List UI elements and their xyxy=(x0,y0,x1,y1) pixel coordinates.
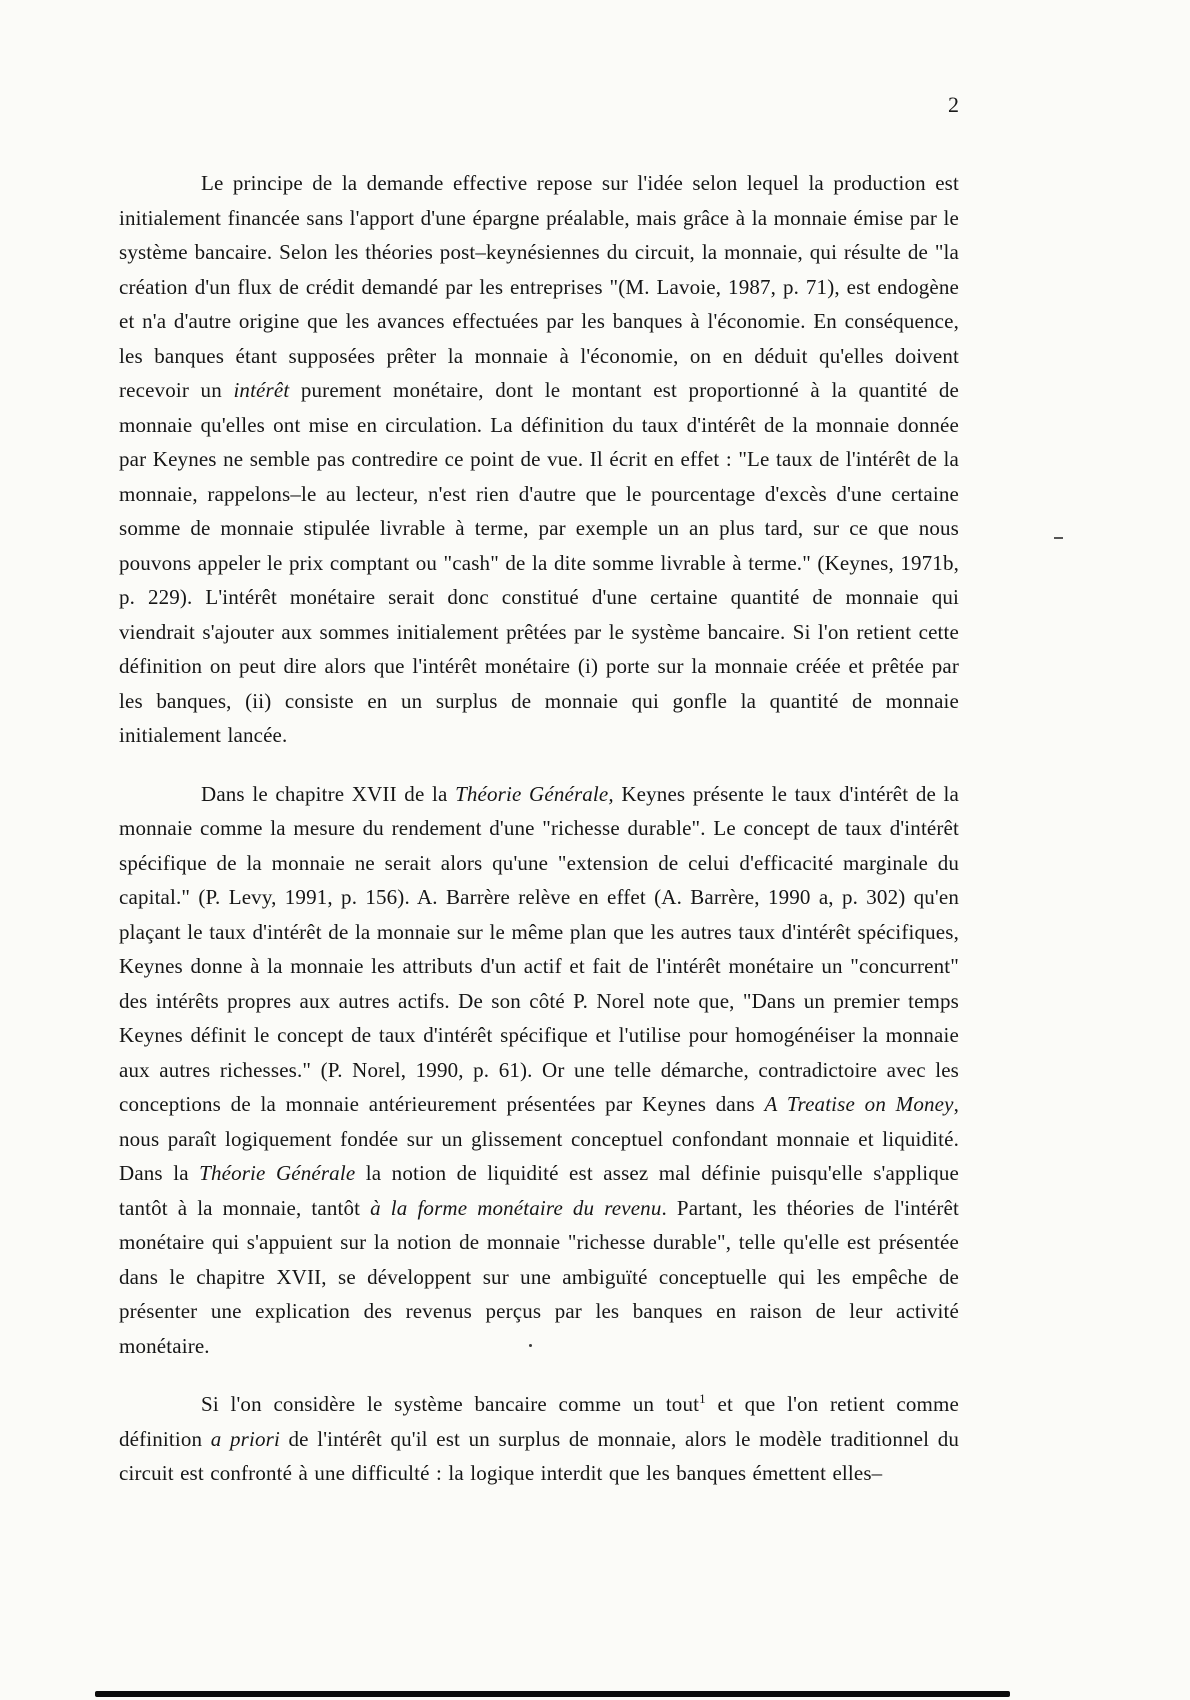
text-segment: intérêt xyxy=(233,378,290,402)
text-segment: de l'intérêt qu'il est un surplus de monnaie, alors le modèle traditionnel du circuit est confronté à une difficulté : la logique interdit que les banques émettent elles– xyxy=(119,1426,959,1485)
text-segment: Le principe de la demande effective repose sur l'idée selon lequel la production est initialement financée sans l'apport d'une épargne préalable, mais grâce à la monnaie émise par le système bancaire. Selon les théories post–keynésiennes du circuit, la monnaie, qui résulte de "la création d'un flux de crédit demandé par les entreprises "(M. Lavoie, 1987, p. 71), est endogène et n'a d'autre origine que les avances effectuées par les banques à l'économie. En conséquence, les banques étant supposées prêter la monnaie à l'économie, on en déduit qu'elles doivent recevoir un xyxy=(119,171,959,402)
paragraph xyxy=(119,777,959,1364)
text-segment: Théorie Générale xyxy=(199,1161,356,1185)
text-segment: A Treatise on Money xyxy=(764,1092,954,1116)
paragraph xyxy=(119,1387,959,1491)
paragraph xyxy=(119,166,959,753)
footnote-marker: 1 xyxy=(699,1391,706,1406)
text-segment: , nous paraît logiquement fondée sur un glissement conceptuel confondant monnaie et liquidité. Dans la xyxy=(119,1092,959,1185)
text-segment: Si l'on considère le système bancaire comme un tout xyxy=(201,1392,700,1416)
text-segment: purement monétaire, dont le montant est proportionné à la quantité de monnaie qu'elles ont mise en circulation. La définition du taux d'intérêt de la monnaie donnée par Keynes ne semble pas contredire ce point de vue. Il écrit en effet : "Le taux de l'intérêt de la monnaie, rappelons–le au lecteur, n'est rien d'autre que le pourcentage d'excès d'une certaine somme de monnaie stipulée livrable à terme, par exemple un an plus tard, sur ce que nous pouvons appeler le prix comptant ou "cash" de la dite somme livrable à terme." (Keynes, 1971b, p. 229). L'intérêt monétaire serait donc constitué d'une certaine quantité de monnaie qui viendrait s'ajouter aux sommes initialement prêtées par le système bancaire. Si l'on retient cette définition on peut dire alors que l'intérêt monétaire (i) porte sur la monnaie créée et prêtée par les banques, (ii) consiste en un surplus de monnaie qui gonfle la quantité de monnaie initialement lancée. xyxy=(119,378,959,747)
text-segment: a priori xyxy=(210,1426,280,1451)
text-segment: et que l'on retient comme définition xyxy=(119,1392,959,1451)
scan-artifact-dot xyxy=(529,1344,532,1347)
text-segment: . Partant, les théories de l'intérêt monétaire qui s'appuient sur la notion de monnaie "richesse durable", telle qu'elle est présentée dans le chapitre XVII, se développent sur une ambiguïté conceptuelle qui les empêche de présenter une explication des revenus perçus par les banques en raison de leur activité monétaire. xyxy=(119,1195,959,1358)
text-segment: Keynes présente le taux d'intérêt de la monnaie comme la mesure du rendement d'une "richesse durable". Le concept de taux d'intérêt spécifique de la monnaie ne serait alors qu'une "extension de celui d'efficacité marginale du capital." (P. Levy, 1991, p. 156). A. Barrère relève en effet (A. Barrère, 1990 a, p. 302) qu'en plaçant le taux d'intérêt de la monnaie sur le même plan que les autres taux d'intérêt spécifiques, Keynes donne à la monnaie les attributs d'un actif et fait de l'intérêt monétaire un "concurrent" des intérêts propres aux autres actifs. De son côté P. Norel note que, "Dans un premier temps Keynes définit le concept de taux d'intérêt spécifique et l'utilise pour homogénéiser la monnaie aux autres richesses." (P. Norel, 1990, p. 61). Or une telle démarche, contradictoire avec les conceptions de la monnaie antérieurement présentées par Keynes dans xyxy=(119,781,960,1116)
scan-edge-artifact xyxy=(95,1691,1010,1697)
page-number: 2 xyxy=(948,92,959,117)
text-segment: à la forme monétaire du revenu xyxy=(370,1195,662,1220)
document-body xyxy=(119,166,959,1515)
text-segment: Théorie Générale, xyxy=(455,781,614,806)
text-segment: Dans le chapitre XVII de la xyxy=(201,781,456,806)
scan-artifact-dash xyxy=(1054,537,1063,539)
text-segment: la notion de liquidité est assez mal définie puisqu'elle s'applique tantôt à la monnaie, tantôt xyxy=(119,1161,959,1220)
